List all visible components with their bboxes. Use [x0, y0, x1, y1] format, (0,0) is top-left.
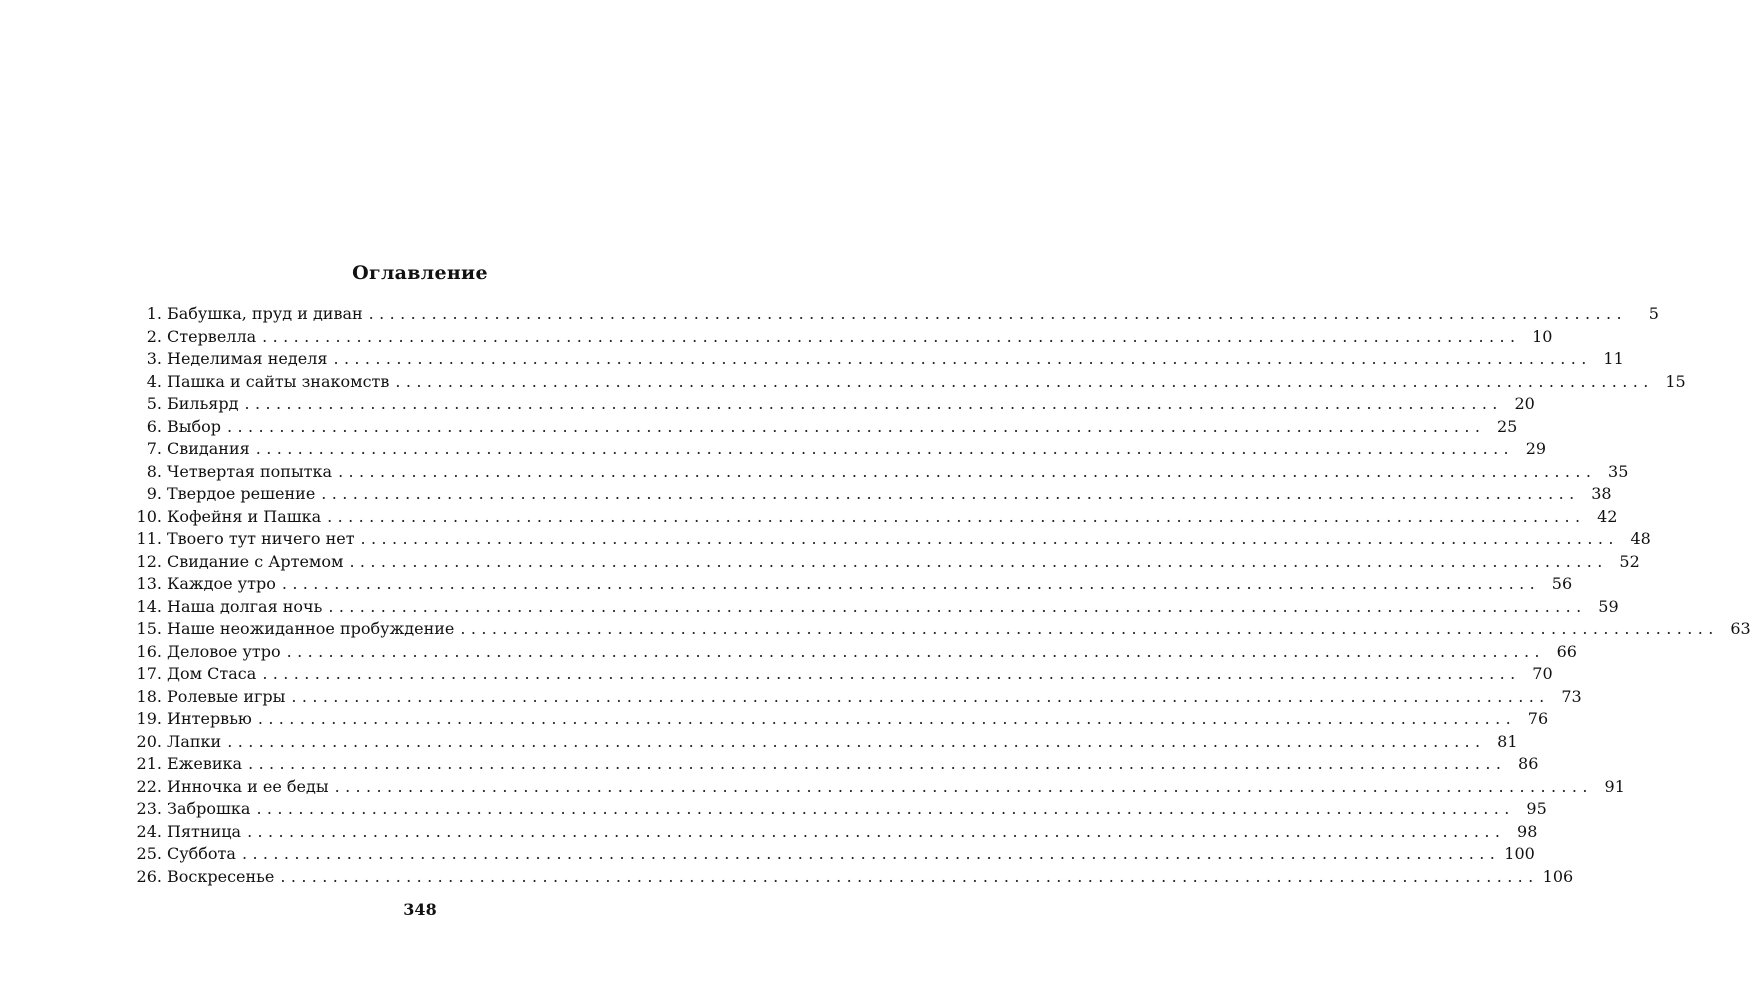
toc-entry-page: 42	[1597, 506, 1618, 526]
toc-entry-page: 86	[1518, 754, 1539, 773]
toc-entry-title: Воскресенье	[167, 866, 275, 886]
toc-leader-dots: ........................................................................................................................	[291, 686, 1550, 706]
toc-entry-page: 25	[1496, 416, 1518, 436]
toc-entry-title: Свидание с Артемом	[167, 551, 344, 571]
toc-leader-dots: ........................................................................................................................	[368, 304, 1627, 323]
toc-entry	[128, 506, 1618, 529]
toc-entry-number: 14.	[136, 596, 162, 616]
toc-entry-page: 63	[1730, 619, 1751, 638]
toc-leader-dots: ........................................................................................................................	[255, 439, 1515, 458]
toc-leader-dots: ........................................................................................................................	[460, 619, 1719, 638]
toc-entry-title: Пашка и сайты знакомств	[167, 371, 390, 391]
toc-entry-page: 56	[1551, 574, 1573, 593]
toc-leader-dots: ........................................................................................................................	[328, 596, 1587, 616]
toc-entry-title: Наше неожиданное пробуждение	[167, 619, 455, 638]
toc-entry-title: Деловое утро	[167, 641, 281, 661]
toc-entry-page: 20	[1514, 394, 1535, 413]
toc-entry-number: 22.	[136, 776, 162, 796]
toc-entry	[128, 843, 1535, 866]
toc-entry-title: Бабушка, пруд и диван	[167, 304, 363, 323]
toc-entry	[128, 776, 1625, 799]
toc-leader-dots: ........................................................................................................................	[334, 776, 1593, 796]
toc-leader-dots: ........................................................................................................................	[248, 754, 1507, 773]
toc-entry-title: Лапки	[167, 731, 222, 751]
toc-entry-number: 8.	[146, 461, 162, 481]
toc-entry-page: 5	[1648, 304, 1659, 323]
toc-leader-dots: ........................................................................................................................	[256, 799, 1515, 818]
toc-entry-number: 7.	[146, 439, 162, 458]
toc-entry-title: Интервью	[167, 709, 252, 728]
toc-title: Оглавление	[352, 262, 488, 284]
toc-entry-page: 15	[1665, 371, 1686, 391]
page-number: 348	[403, 900, 437, 919]
toc-entry-page: 59	[1598, 596, 1619, 616]
toc-leader-dots: ........................................................................................................................	[321, 484, 1580, 503]
toc-entry-page: 52	[1619, 551, 1640, 571]
toc-entry-page: 35	[1608, 461, 1629, 481]
toc-entry	[128, 303, 1659, 326]
toc-entry-title: Дом Стаса	[167, 664, 257, 683]
toc-entry	[128, 686, 1582, 709]
toc-leader-dots: ........................................................................................................................	[280, 866, 1539, 886]
toc-leader-dots: ........................................................................................................................	[338, 461, 1597, 481]
toc-leader-dots: ........................................................................................................................	[244, 394, 1503, 413]
toc-entry-page: 81	[1497, 731, 1518, 751]
toc-entry	[128, 618, 1751, 641]
toc-leader-dots: ........................................................................................................................	[227, 731, 1486, 751]
toc-entry-number: 9.	[146, 484, 162, 503]
toc-entry-number: 2.	[146, 326, 162, 346]
toc-entry	[128, 663, 1553, 686]
toc-entry-number: 19.	[136, 709, 162, 728]
toc-entry-title: Ролевые игры	[167, 686, 286, 706]
toc-leader-dots: ........................................................................................................................	[227, 416, 1486, 436]
toc-entry	[128, 573, 1573, 596]
toc-entry-number: 4.	[146, 371, 162, 391]
toc-leader-dots: ........................................................................................................................	[262, 326, 1521, 346]
toc-entry-title: Суббота	[167, 844, 236, 863]
toc-entry-number: 21.	[136, 754, 162, 773]
toc-leader-dots: ........................................................................................................................	[281, 574, 1541, 593]
toc-entry-number: 16.	[136, 641, 162, 661]
toc-entry	[128, 326, 1553, 349]
toc-entry-title: Твердое решение	[167, 484, 316, 503]
toc-entry	[128, 461, 1629, 484]
toc-list	[128, 303, 1751, 888]
toc-entry-page: 95	[1526, 799, 1547, 818]
toc-entry-number: 25.	[136, 844, 162, 863]
toc-leader-dots: ........................................................................................................................	[241, 844, 1501, 863]
toc-entry	[128, 348, 1624, 371]
toc-leader-dots: ........................................................................................................................	[349, 551, 1608, 571]
toc-entry-page: 66	[1556, 641, 1577, 661]
toc-entry-page: 91	[1604, 776, 1625, 796]
toc-leader-dots: ........................................................................................................................	[247, 821, 1506, 841]
toc-leader-dots: ........................................................................................................................	[286, 641, 1545, 661]
toc-entry-number: 23.	[136, 799, 162, 818]
toc-entry-page: 106	[1542, 866, 1574, 886]
toc-entry-number: 5.	[146, 394, 162, 413]
toc-leader-dots: ........................................................................................................................	[333, 349, 1592, 368]
toc-entry-title: Ежевика	[167, 754, 243, 773]
toc-entry	[128, 821, 1538, 844]
toc-entry-number: 18.	[136, 686, 162, 706]
toc-leader-dots: ........................................................................................................................	[360, 529, 1619, 548]
toc-entry-page: 38	[1591, 484, 1612, 503]
toc-entry-number: 24.	[136, 821, 162, 841]
toc-entry-title: Кофейня и Пашка	[167, 506, 322, 526]
toc-entry-page: 98	[1517, 821, 1538, 841]
toc-entry	[128, 438, 1547, 461]
toc-entry-title: Свидания	[167, 439, 250, 458]
toc-entry	[128, 641, 1577, 664]
toc-entry	[128, 416, 1518, 439]
toc-entry-page: 29	[1525, 439, 1547, 458]
toc-leader-dots: ........................................................................................................................	[257, 709, 1517, 728]
toc-leader-dots: ........................................................................................................................	[395, 371, 1654, 391]
toc-entry-number: 15.	[136, 619, 162, 638]
toc-entry-number: 1.	[146, 304, 162, 323]
toc-entry-title: Неделимая неделя	[167, 349, 328, 368]
toc-entry-title: Выбор	[167, 416, 221, 436]
toc-entry-number: 10.	[136, 506, 162, 526]
toc-entry-title: Каждое утро	[167, 574, 276, 593]
toc-entry-title: Инночка и ее беды	[167, 776, 329, 796]
toc-entry	[128, 753, 1539, 776]
toc-entry	[128, 596, 1619, 619]
toc-entry-page: 100	[1504, 844, 1535, 863]
toc-entry	[128, 483, 1612, 506]
toc-entry	[128, 866, 1574, 889]
toc-entry-number: 26.	[136, 866, 162, 886]
toc-leader-dots: ........................................................................................................................	[327, 506, 1586, 526]
toc-entry-title: Твоего тут ничего нет	[167, 529, 355, 548]
toc-entry	[128, 798, 1547, 821]
toc-entry-number: 13.	[136, 574, 162, 593]
toc-entry-title: Четвертая попытка	[167, 461, 333, 481]
toc-entry	[128, 371, 1686, 394]
toc-entry-number: 6.	[146, 416, 162, 436]
toc-entry	[128, 393, 1535, 416]
toc-entry-page: 11	[1603, 349, 1624, 368]
toc-entry	[128, 708, 1549, 731]
toc-entry-page: 48	[1630, 529, 1651, 548]
toc-entry-page: 73	[1561, 686, 1582, 706]
toc-entry-title: Стервелла	[167, 326, 257, 346]
toc-entry-number: 11.	[136, 529, 162, 548]
toc-entry-title: Пятница	[167, 821, 242, 841]
toc-entry-number: 17.	[136, 664, 162, 683]
toc-entry-number: 12.	[136, 551, 162, 571]
toc-entry-title: Бильярд	[167, 394, 239, 413]
toc-entry-number: 3.	[146, 349, 162, 368]
toc-entry-page: 10	[1532, 326, 1553, 346]
toc-entry-title: Заброшка	[167, 799, 251, 818]
toc-entry	[128, 528, 1651, 551]
toc-entry-title: Наша долгая ночь	[167, 596, 323, 616]
toc-leader-dots: ........................................................................................................................	[262, 664, 1521, 683]
toc-entry	[128, 551, 1640, 574]
toc-entry	[128, 731, 1518, 754]
toc-entry-page: 76	[1527, 709, 1549, 728]
toc-entry-number: 20.	[136, 731, 162, 751]
toc-entry-page: 70	[1532, 664, 1553, 683]
